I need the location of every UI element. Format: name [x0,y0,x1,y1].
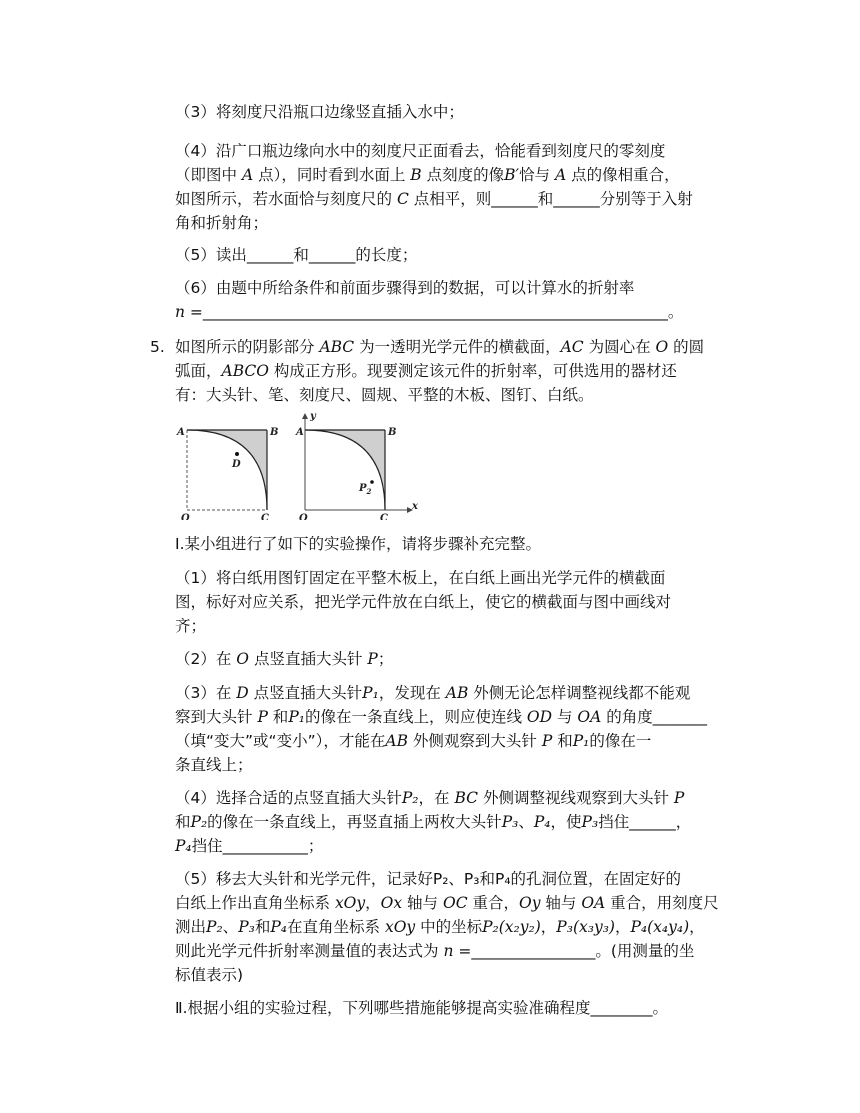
right-shaded-element [305,430,385,510]
i-step-4-line-2: 和P₂的像在一条直线上，再竖直插上两枚大头针P₃、P₄，使P₃挡住______， [175,813,692,831]
label-c-right: C [380,513,388,520]
step-4-line-1: （4）沿广口瓶边缘向水中的刻度尺正面看去，恰能看到刻度尺的零刻度 [175,142,666,160]
i-step-5-line-5: 标值表示) [175,966,244,984]
i-step-3-line-1: （3）在 D 点竖直插大头针P₁，发现在 AB 外侧无论怎样调整视线都不能观 [175,684,691,702]
i-step-1-line-3: 齐； [175,617,207,635]
label-p2: $P_2$ [359,483,372,496]
right-diagram [295,411,419,520]
step-3: （3）将刻度尺沿瓶口边缘竖直插入水中； [175,103,464,121]
point-d [235,452,239,456]
part-1-heading: Ⅰ.某小组进行了如下的实验操作，请将步骤补充完整。 [175,535,542,553]
step-4-line-2: （即图中 A 点），同时看到水面上 B 点刻度的像B′恰与 A 点的像相重合， [175,166,680,184]
i-step-1-line-1: （1）将白纸用图钉固定在平整木板上，在白纸上画出光学元件的横截面 [175,569,666,587]
label-c-left: C [261,513,269,520]
left-diagram [176,427,278,520]
i-step-4-line-3: P₄挡住___________； [175,837,324,855]
y-axis-arrow-icon [302,413,308,419]
optics-figure [175,410,435,524]
step-6-line-1: （6）由题中所给条件和前面步骤得到的数据，可以计算水的折射率 [175,279,635,297]
i-step-5-line-2: 白纸上作出直角坐标系 xOy，Ox 轴与 OC 重合，Oy 轴与 OA 重合，用刻度尺 [175,894,719,912]
step-5: （5）读出______和______的长度； [175,246,418,264]
question-5-number: 5. [150,338,165,356]
i-step-5-line-4: 则此光学元件折射率测量值的表达式为 n =________________。(用测量的坐 [175,942,695,960]
label-b-right: B [388,427,397,438]
step-6-line-2: n =____________________________________________________________。 [175,303,684,321]
i-step-2: （2）在 O 点竖直插大头针 P； [175,650,394,668]
label-o-right: O [299,513,308,520]
i-step-4-line-1: （4）选择合适的点竖直插大头针P₂，在 BC 外侧调整视线观察到大头针 P [175,789,685,807]
question-5-line-1: 如图所示的阴影部分 ABC 为一透明光学元件的横截面，AC 为圆心在 O 的圆 [175,338,705,356]
i-step-1-line-2: 图，标好对应关系，把光学元件放在白纸上，使它的横截面与图中画线对 [175,593,672,611]
label-x: x [412,501,418,512]
question-5-line-3: 有：大头针、笔、刻度尺、圆规、平整的木板、图钉、白纸。 [175,386,594,404]
i-step-3-line-2: 察到大头针 P 和P₁的像在一条直线上，则应使连线 OD 与 OA 的角度_______ [175,708,707,726]
label-b-left: B [270,427,279,438]
label-a-right: A [296,427,304,438]
point-p2 [370,480,374,484]
part-2-heading: Ⅱ.根据小组的实验过程，下列哪些措施能够提高实验准确程度________。 [175,999,669,1017]
i-step-5-line-3: 测出P₂、P₃和P₄在直角坐标系 xOy 中的坐标P₂(x₂y₂)，P₃(x₃y₃)，P₄(x₄y₄)， [175,918,705,936]
i-step-3-line-4: 条直线上； [175,756,253,774]
optics-diagrams [175,410,435,520]
question-5-line-2: 弧面，ABCO 构成正方形。现要测定该元件的折射率，可供选用的器材还 [175,362,677,380]
i-step-3-line-3: （填“变大”或“变小”），才能在AB 外侧观察到大头针 P 和P₁的像在一 [175,732,652,750]
i-step-5-line-1: （5）移去大头针和光学元件，记录好P₂、P₃和P₄的孔洞位置，在固定好的 [175,870,682,888]
left-shaded-element [187,430,267,510]
step-4-line-4: 角和折射角； [175,214,269,232]
label-o-left: O [181,513,190,520]
label-d: D [232,459,241,470]
step-4-line-3: 如图所示，若水面恰与刻度尺的 C 点相平，则______和______分别等于入射 [175,190,693,208]
label-y: y [310,411,316,422]
label-a-left: A [177,427,185,438]
